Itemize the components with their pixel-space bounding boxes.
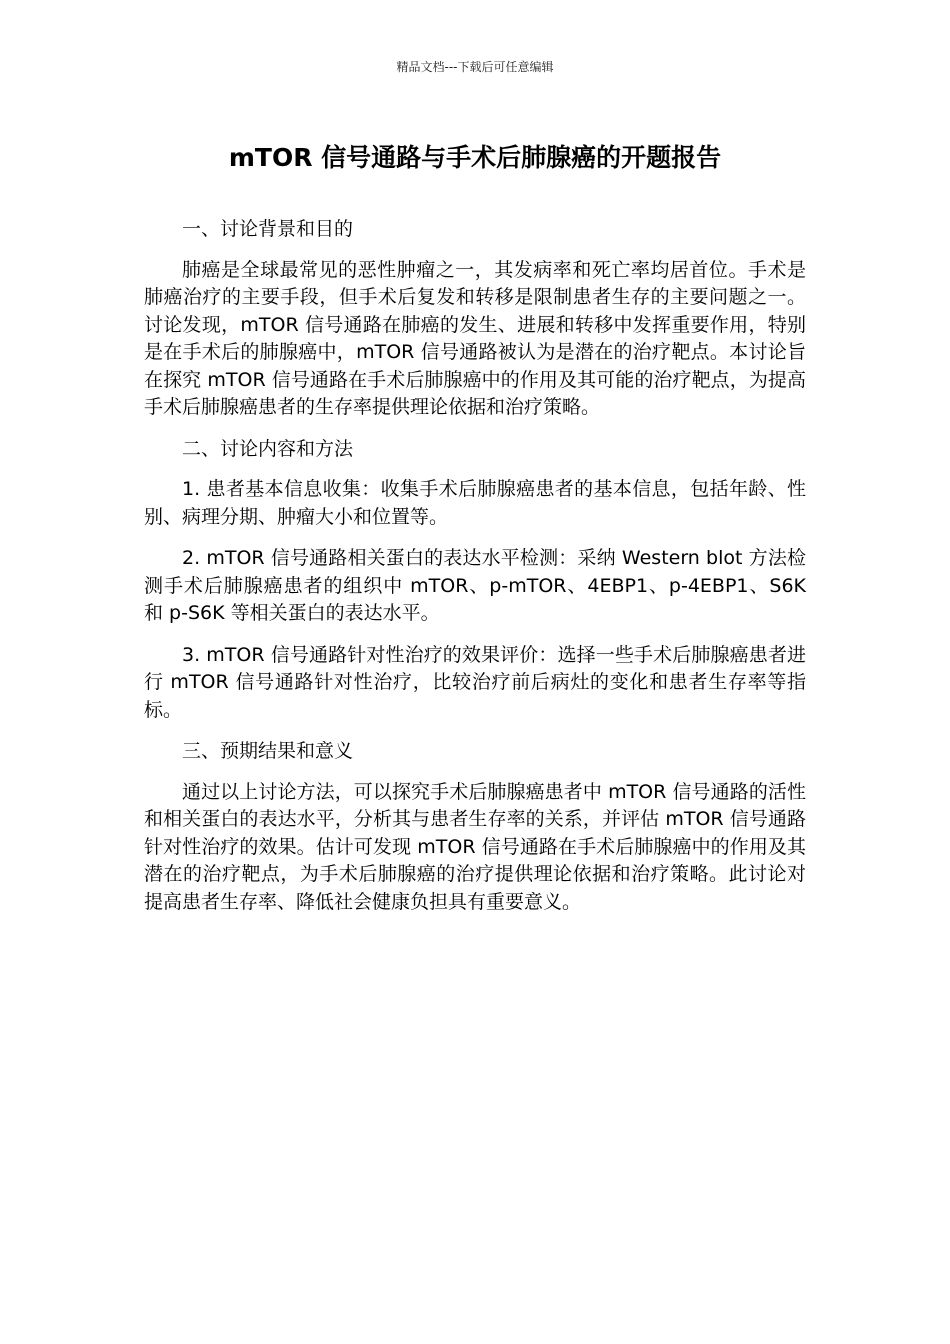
section-heading: 一、讨论背景和目的 — [182, 218, 354, 240]
document-body — [144, 216, 806, 930]
paragraph: 通过以上讨论方法，可以探究手术后肺腺癌患者中 mTOR 信号通路的活性和相关蛋白的表达水平，分析其与患者生存率的关系，并评估 mTOR 信号通路针对性治疗的效果。估计可发现 mTOR 信号通路在手术后肺腺癌中的作用及其潜在的治疗靶点，为手术后肺腺癌的治疗提供理论依据和治疗策略。此讨论对提高患者生存率、降低社会健康负担具有重要意义。 — [144, 780, 806, 913]
paragraph: 肺癌是全球最常见的恶性肿瘤之一，其发病率和死亡率均居首位。手术是肺癌治疗的主要手段，但手术后复发和转移是限制患者生存的主要问题之一。讨论发现，mTOR 信号通路在肺癌的发生、进展和转移中发挥重要作用，特别是在手术后的肺腺癌中，mTOR 信号通路被认为是潜在的治疗靶点。本讨论旨在探究 mTOR 信号通路在手术后肺腺癌中的作用及其可能的治疗靶点，为提高手术后肺腺癌患者的生存率提供理论依据和治疗策略。 — [144, 258, 806, 418]
paragraph: 2. mTOR 信号通路相关蛋白的表达水平检测：采纳 Western blot 方法检测手术后肺腺癌患者的组织中 mTOR、p-mTOR、4EBP1、p-4EBP1、S6K 和 p-S6K 等相关蛋白的表达水平。 — [144, 547, 806, 624]
section-heading: 二、讨论内容和方法 — [182, 437, 354, 460]
paragraph: 3. mTOR 信号通路针对性治疗的效果评价：选择一些手术后肺腺癌患者进行 mTOR 信号通路针对性治疗，比较治疗前后病灶的变化和患者生存率等指标。 — [144, 643, 806, 721]
document-title: mTOR 信号通路与手术后肺腺癌的开题报告 — [228, 143, 722, 172]
paragraph: 1. 患者基本信息收集：收集手术后肺腺癌患者的基本信息，包括年龄、性别、病理分期、肿瘤大小和位置等。 — [144, 478, 806, 528]
section-heading: 三、预期结果和意义 — [182, 740, 354, 762]
page-header: 精品文档---下载后可任意编辑 — [396, 60, 554, 74]
